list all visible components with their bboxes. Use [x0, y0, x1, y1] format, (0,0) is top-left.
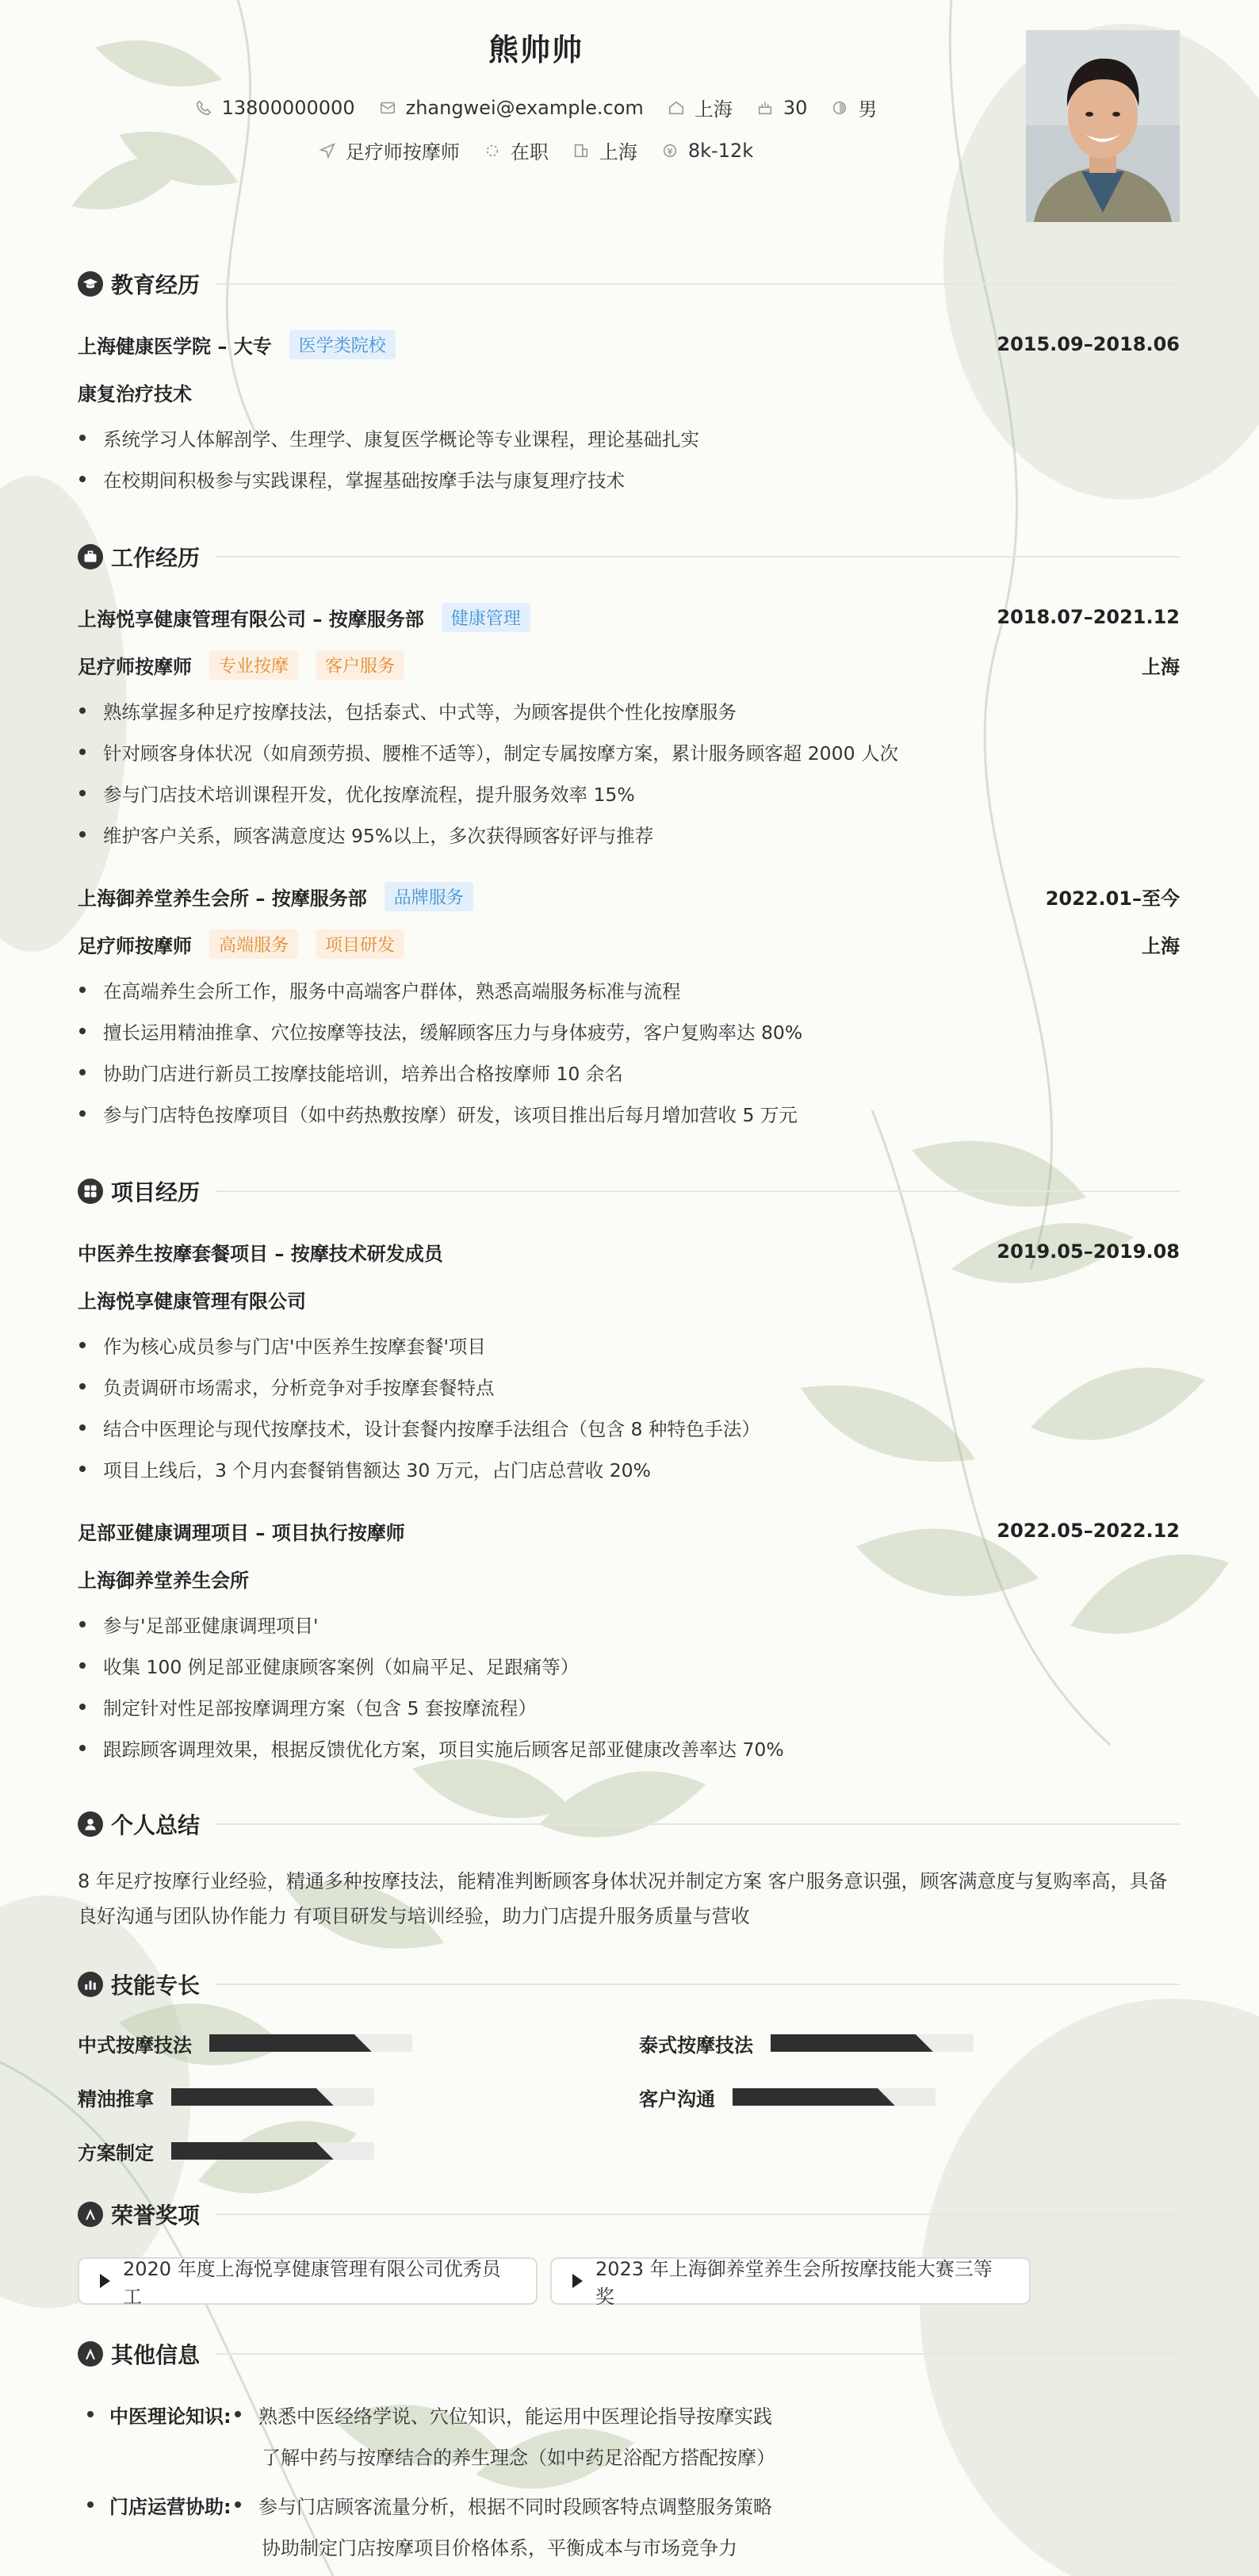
phone-item [195, 97, 355, 119]
project-org: 上海悦享健康管理有限公司 [78, 1290, 306, 1313]
project-org-row [78, 1562, 1180, 1594]
section-honors [78, 2198, 1180, 2230]
company-tag: 品牌服务 [385, 882, 473, 911]
skill-item [78, 2081, 374, 2113]
list-item: 在高端养生会所工作，服务中高端客户群体，熟悉高端服务标准与流程 [78, 974, 1180, 1006]
project-title: 中医养生按摩套餐项目 – 按摩技术研发成员 [78, 1242, 443, 1265]
work-location: 上海 [1142, 934, 1180, 957]
role-name: 足疗师按摩师 [78, 655, 192, 678]
skill-tag: 专业按摩 [209, 650, 298, 680]
contact-line [0, 94, 1072, 121]
location-text: 上海 [694, 98, 733, 121]
honor-text: 2020 年度上海悦享健康管理有限公司优秀员工 [123, 2258, 501, 2308]
list-item: 参与门店特色按摩项目（如中药热敷按摩）研发，该项目推出后每月增加营收 5 万元 [78, 1098, 1180, 1129]
school-tag: 医学类院校 [289, 330, 396, 359]
skill-fill [209, 2034, 372, 2052]
status-icon [484, 142, 501, 159]
skill-fill [771, 2034, 933, 2052]
section-title: 荣誉奖项 [111, 2202, 201, 2229]
education-row [78, 328, 1180, 360]
section-education [78, 268, 1180, 300]
section-title: 工作经历 [111, 545, 201, 571]
play-icon [100, 2274, 110, 2288]
skill-name: 中式按摩技法 [78, 2034, 192, 2057]
list-item: 制定针对性足部按摩调理方案（包含 5 套按摩流程） [78, 1691, 1180, 1723]
company-name: 上海悦享健康管理有限公司 – 按摩服务部 [78, 608, 424, 631]
section-divider [216, 283, 1180, 285]
company-name: 上海御养堂养生会所 – 按摩服务部 [78, 887, 367, 910]
list-item: 项目上线后，3 个月内套餐销售额达 30 万元，占门店总营收 20% [78, 1453, 1180, 1485]
skill-name: 客户沟通 [639, 2087, 715, 2110]
city-item [572, 136, 637, 164]
candidate-name: 熊帅帅 [488, 33, 584, 67]
honor-card [78, 2257, 538, 2308]
skill-bar [171, 2142, 374, 2160]
project-org-row [78, 1283, 1180, 1315]
skill-name: 泰式按摩技法 [639, 2034, 753, 2057]
list-item: 结合中医理论与现代按摩技术，设计套餐内按摩手法组合（包含 8 种特色手法） [78, 1412, 1180, 1443]
skill-bar [209, 2034, 412, 2052]
section-title: 其他信息 [111, 2342, 201, 2368]
avatar [1026, 30, 1180, 222]
skill-tag: 项目研发 [316, 930, 404, 959]
skill-bar [771, 2034, 974, 2052]
home-icon [668, 99, 685, 117]
skill-item [78, 2027, 412, 2059]
list-item: 收集 100 例足部亚健康顾客案例（如扁平足、足跟痛等） [78, 1650, 1180, 1681]
user-icon [78, 1811, 103, 1837]
list-item: 擅长运用精油推拿、穴位按摩等技法，缓解顾客压力与身体疲劳，客户复购率达 80% [78, 1015, 1180, 1047]
role-name: 足疗师按摩师 [78, 934, 192, 957]
list-item: 负责调研市场需求，分析竞争对手按摩套餐特点 [78, 1370, 1180, 1402]
other-label: 中医理论知识: [78, 2398, 232, 2430]
briefcase-icon [78, 544, 103, 569]
age-text: 30 [783, 96, 808, 119]
section-projects [78, 1175, 1180, 1207]
gender-item [831, 94, 877, 121]
project-title-row [78, 1236, 1180, 1267]
email-item [379, 97, 644, 119]
section-divider [216, 2214, 1180, 2215]
job-line [0, 136, 1072, 164]
position-item [319, 136, 460, 164]
skill-tag: 高端服务 [209, 930, 298, 959]
list-item: 系统学习人体解剖学、生理学、康复医学概论等专业课程，理论基础扎实 [78, 422, 1180, 454]
summary-line: 8 年足疗按摩行业经验，精通多种按摩技法，能精准判断顾客身体状况并制定方案 客户服务意识强，顾客满意度与复购率高，具备 [78, 1870, 1168, 1892]
honor-text: 2023 年上海御养堂养生会所按摩技能大赛三等奖 [595, 2258, 993, 2308]
list-item: 协助门店进行新员工按摩技能培训，培养出合格按摩师 10 余名 [78, 1056, 1180, 1088]
project-org: 上海御养堂养生会所 [78, 1569, 249, 1592]
list-item: 在校期间积极参与实践课程，掌握基础按摩手法与康复理疗技术 [78, 463, 1180, 495]
school-name: 上海健康医学院 – 大专 [78, 335, 272, 358]
work-company-row [78, 880, 1180, 912]
education-major-row [78, 376, 1180, 408]
list-item: 参与'足部亚健康调理项目' [78, 1608, 1180, 1640]
salary-item [661, 140, 753, 162]
work-role-row [78, 649, 1180, 680]
section-title: 项目经历 [111, 1179, 201, 1206]
project-date: 2022.05–2022.12 [997, 1520, 1180, 1542]
city-text: 上海 [599, 141, 637, 163]
other-label: 门店运营协助: [78, 2489, 232, 2520]
education-date: 2015.09–2018.06 [997, 333, 1180, 355]
send-icon [319, 142, 336, 159]
section-divider [216, 1190, 1180, 1192]
summary-text [78, 1864, 1180, 1934]
work-company-row [78, 601, 1180, 633]
skill-item [78, 2135, 374, 2167]
section-title: 个人总结 [111, 1812, 201, 1838]
cake-icon [756, 99, 774, 117]
mail-icon [379, 99, 396, 117]
section-divider [216, 1984, 1180, 1985]
salary-text: 8k-12k [687, 139, 754, 162]
section-divider [216, 2353, 1180, 2355]
list-item: 协助制定门店按摩项目价格体系，平衡成本与市场竞争力 [262, 2536, 737, 2559]
work-date: 2018.07–2021.12 [997, 606, 1180, 628]
skill-item [639, 2027, 974, 2059]
list-item: 参与门店技术培训课程开发，优化按摩流程，提升服务效率 15% [78, 777, 1180, 809]
honor-card [550, 2257, 1031, 2308]
phone-text: 13800000000 [221, 96, 355, 119]
bar-chart-icon [78, 1972, 103, 1997]
skill-fill [733, 2088, 895, 2106]
list-item: 作为核心成员参与门店'中医养生按摩套餐'项目 [78, 1329, 1180, 1361]
location-item [668, 94, 733, 121]
skill-item [639, 2081, 936, 2113]
position-text: 足疗师按摩师 [345, 141, 460, 163]
list-item: 维护客户关系，顾客满意度达 95%以上，多次获得顾客好评与推荐 [78, 818, 1180, 850]
status-text: 在职 [510, 141, 549, 163]
status-item [484, 136, 549, 164]
work-role-row [78, 928, 1180, 960]
section-work [78, 541, 1180, 573]
award-icon [78, 2202, 103, 2227]
building-icon [572, 142, 590, 159]
list-item: 熟悉中医经络学说、穴位知识，能运用中医理论指导按摩实践 [235, 2398, 772, 2430]
skill-bar [171, 2088, 374, 2106]
section-skills [78, 1968, 1180, 2000]
phone-icon [195, 99, 212, 117]
gender-text: 男 [858, 98, 878, 121]
graduation-cap-icon [78, 271, 103, 297]
skill-tag: 客户服务 [316, 650, 404, 680]
skill-bar [733, 2088, 936, 2106]
list-item: 参与门店顾客流量分析，根据不同时段顾客特点调整服务策略 [235, 2489, 772, 2520]
list-item: 了解中药与按摩结合的养生理念（如中药足浴配方搭配按摩） [262, 2446, 775, 2469]
section-title: 教育经历 [111, 272, 201, 298]
skill-fill [171, 2142, 334, 2160]
play-icon [572, 2274, 583, 2288]
summary-line: 良好沟通与团队协作能力 有项目研发与培训经验，助力门店提升服务质量与营收 [78, 1905, 750, 1927]
project-title: 足部亚健康调理项目 – 项目执行按摩师 [78, 1521, 405, 1544]
grid-icon [78, 1179, 103, 1204]
coin-icon [661, 142, 679, 159]
section-other [78, 2338, 1180, 2370]
skill-name: 方案制定 [78, 2141, 154, 2164]
project-title-row [78, 1515, 1180, 1547]
section-title: 技能专长 [111, 1972, 201, 1999]
section-divider [216, 556, 1180, 558]
work-location: 上海 [1142, 655, 1180, 678]
work-date: 2022.01–至今 [1045, 887, 1180, 910]
skill-name: 精油推拿 [78, 2087, 154, 2110]
skill-fill [171, 2088, 334, 2106]
email-text: zhangwei@example.com [405, 96, 644, 119]
list-item: 针对顾客身体状况（如肩颈劳损、腰椎不适等），制定专属按摩方案，累计服务顾客超 2000 人次 [78, 736, 1180, 768]
gender-icon [831, 99, 848, 117]
major-name: 康复治疗技术 [78, 382, 192, 405]
section-divider [216, 1823, 1180, 1825]
project-date: 2019.05–2019.08 [997, 1240, 1180, 1263]
list-item: 熟练掌握多种足疗按摩技法，包括泰式、中式等，为顾客提供个性化按摩服务 [78, 695, 1180, 726]
section-summary [78, 1808, 1180, 1840]
age-item [756, 97, 808, 119]
profile-photo [1026, 30, 1180, 222]
list-item: 跟踪顾客调理效果，根据反馈优化方案，项目实施后顾客足部亚健康改善率达 70% [78, 1732, 1180, 1764]
info-icon [78, 2341, 103, 2367]
company-tag: 健康管理 [442, 603, 530, 632]
